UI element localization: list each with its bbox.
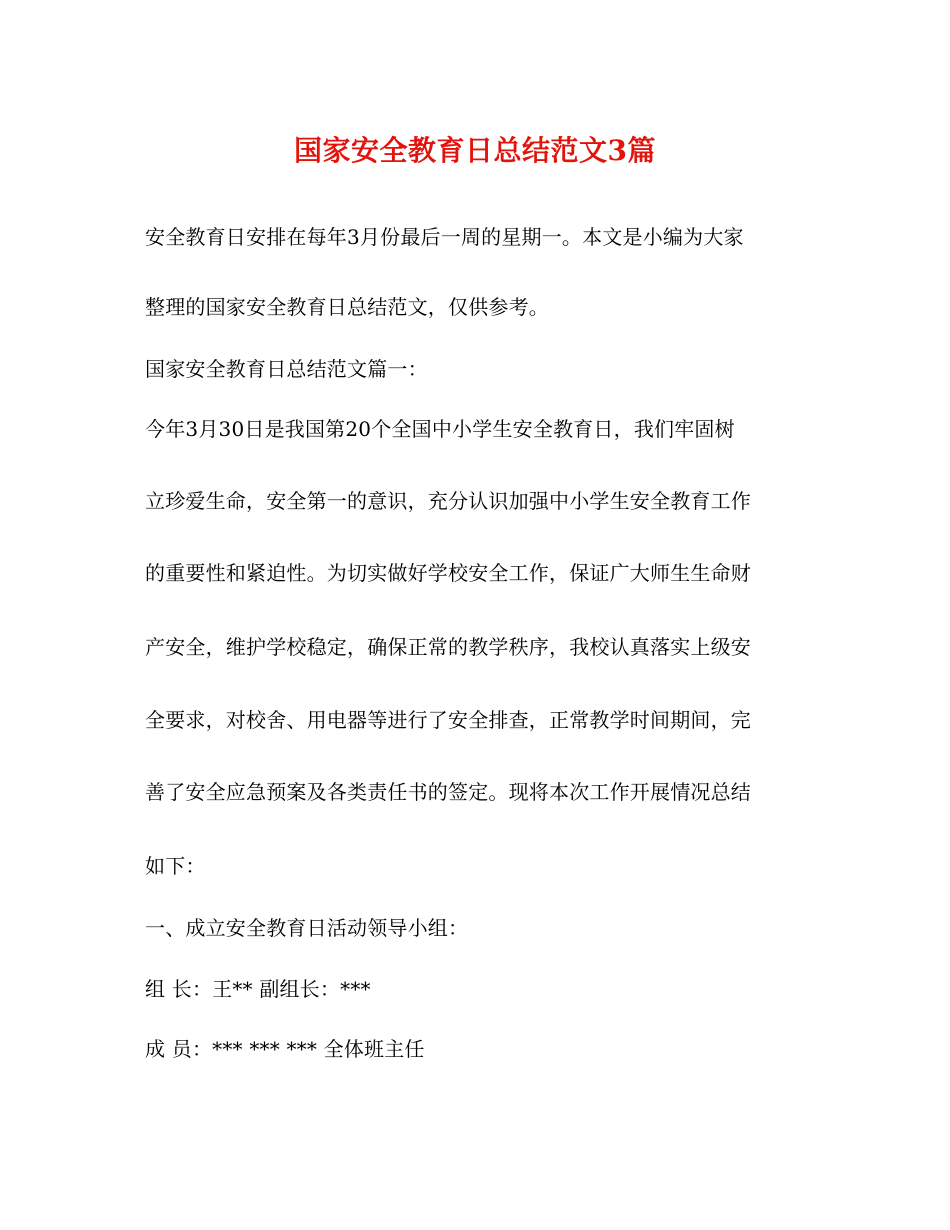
paragraph-line-7: 如下：: [145, 854, 206, 878]
members-line: 成 员：*** *** *** 全体班主任: [145, 1037, 425, 1061]
document-title: 国家安全教育日总结范文3篇: [294, 134, 656, 167]
paragraph-line-1: 今年3月30日是我国第20个全国中小学生安全教育日，我们牢固树: [145, 417, 735, 441]
leader-line: 组 长：王** 副组长：***: [145, 977, 371, 1001]
paragraph-line-4: 产安全，维护学校稳定，确保正常的教学秩序，我校认真落实上级安: [145, 635, 751, 659]
intro-line-2: 整理的国家安全教育日总结范文，仅供参考。: [145, 295, 549, 319]
paragraph-line-6: 善了安全应急预案及各类责任书的签定。现将本次工作开展情况总结: [145, 780, 751, 804]
paragraph-line-2: 立珍爱生命，安全第一的意识，充分认识加强中小学生安全教育工作: [145, 489, 751, 513]
subsection-heading: 一、成立安全教育日活动领导小组：: [145, 916, 469, 940]
section-heading: 国家安全教育日总结范文篇一：: [145, 357, 428, 381]
intro-line-1: 安全教育日安排在每年3月份最后一周的星期一。本文是小编为大家: [145, 225, 744, 249]
paragraph-line-5: 全要求，对校舍、用电器等进行了安全排查，正常教学时间期间，完: [145, 708, 751, 732]
paragraph-line-3: 的重要性和紧迫性。为切实做好学校安全工作，保证广大师生生命财: [145, 561, 751, 585]
